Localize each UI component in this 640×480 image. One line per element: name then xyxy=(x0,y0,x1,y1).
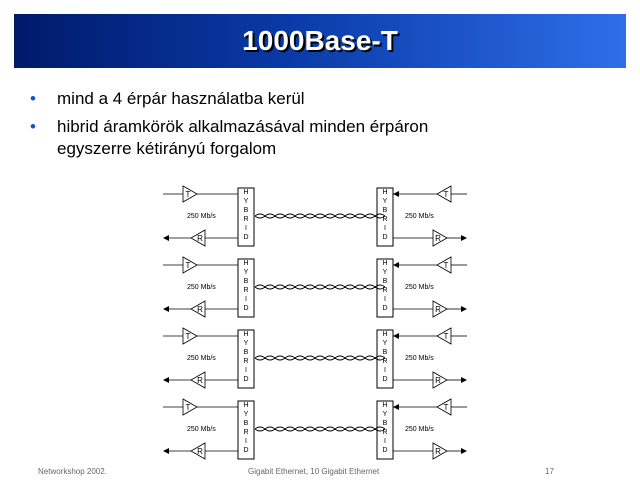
page-number: 17 xyxy=(545,467,554,476)
hybrid-label-left: D xyxy=(243,376,249,383)
receiver-label: R xyxy=(197,305,203,314)
hybrid-label-right: I xyxy=(384,367,386,374)
hybrid-label-right: B xyxy=(382,349,388,356)
arrow-left-icon xyxy=(163,448,169,454)
data-rate-label-left: 250 Mb/s xyxy=(187,355,216,362)
channel-group xyxy=(163,399,467,459)
arrow-left-icon xyxy=(393,333,399,339)
arrow-right-icon xyxy=(461,235,467,241)
arrow-left-icon xyxy=(163,377,169,383)
transmitter-label: T xyxy=(185,190,191,199)
twisted-pair-wire xyxy=(255,429,385,431)
receiver-label: R xyxy=(435,447,441,456)
hybrid-label-left: I xyxy=(245,367,247,374)
hybrid-label-left: H xyxy=(243,331,249,338)
data-rate-label-right: 250 Mb/s xyxy=(405,284,434,291)
hybrid-label-right: R xyxy=(382,429,388,436)
bullet-text: hibrid áramkörök alkalmazásával minden érpáron xyxy=(57,117,429,136)
hybrid-label-left: H xyxy=(243,402,249,409)
twisted-pair-wire xyxy=(255,216,385,218)
arrow-left-icon xyxy=(393,191,399,197)
hybrid-label-right: D xyxy=(382,376,388,383)
transmitter-label: T xyxy=(443,332,449,341)
receiver-label: R xyxy=(197,376,203,385)
footer-topic: Gigabit Ethernet, 10 Gigabit Ethernet xyxy=(248,467,380,476)
data-rate-label-right: 250 Mb/s xyxy=(405,355,434,362)
data-rate-label-left: 250 Mb/s xyxy=(187,213,216,220)
arrow-right-icon xyxy=(461,377,467,383)
hybrid-label-left: D xyxy=(243,234,249,241)
bullet-dot-icon: • xyxy=(30,117,36,136)
bullet-list xyxy=(30,88,630,166)
footer-event: Networkshop 2002. xyxy=(38,467,107,476)
receiver-label: R xyxy=(197,234,203,243)
hybrid-label-left: I xyxy=(245,225,247,232)
twisted-pair-wire xyxy=(255,285,385,287)
hybrid-transmission-diagram xyxy=(155,180,475,465)
twisted-pair-wire xyxy=(255,427,385,429)
receiver-label: R xyxy=(435,376,441,385)
hybrid-label-left: R xyxy=(243,429,249,436)
hybrid-label-left: D xyxy=(243,305,249,312)
hybrid-label-right: B xyxy=(382,420,388,427)
data-rate-label-left: 250 Mb/s xyxy=(187,426,216,433)
hybrid-label-right: I xyxy=(384,225,386,232)
hybrid-label-right: I xyxy=(384,438,386,445)
hybrid-label-right: D xyxy=(382,447,388,454)
hybrid-label-right: Y xyxy=(382,269,388,276)
hybrid-label-right: B xyxy=(382,278,388,285)
hybrid-label-right: R xyxy=(382,216,388,223)
arrow-left-icon xyxy=(393,404,399,410)
hybrid-label-right: H xyxy=(382,331,388,338)
hybrid-label-left: Y xyxy=(243,198,249,205)
hybrid-label-left: B xyxy=(243,349,249,356)
hybrid-label-left: Y xyxy=(243,269,249,276)
hybrid-label-right: H xyxy=(382,189,388,196)
channel-group xyxy=(163,257,467,317)
twisted-pair-wire xyxy=(255,214,385,216)
channel-group xyxy=(163,186,467,246)
data-rate-label-left: 250 Mb/s xyxy=(187,284,216,291)
hybrid-label-left: R xyxy=(243,216,249,223)
channel-group xyxy=(163,328,467,388)
transmitter-label: T xyxy=(443,403,449,412)
transmitter-label: T xyxy=(185,261,191,270)
hybrid-label-right: R xyxy=(382,358,388,365)
hybrid-label-left: R xyxy=(243,358,249,365)
twisted-pair-wire xyxy=(255,287,385,289)
bullet-text: mind a 4 érpár használatba kerül xyxy=(57,89,305,108)
slide-title: 1000Base-T xyxy=(242,25,398,56)
transmitter-label: T xyxy=(185,332,191,341)
transmitter-label: T xyxy=(185,403,191,412)
hybrid-label-right: D xyxy=(382,305,388,312)
hybrid-label-left: H xyxy=(243,189,249,196)
hybrid-label-right: I xyxy=(384,296,386,303)
receiver-label: R xyxy=(435,305,441,314)
hybrid-label-left: H xyxy=(243,260,249,267)
title-banner xyxy=(14,14,626,68)
hybrid-label-right: B xyxy=(382,207,388,214)
data-rate-label-right: 250 Mb/s xyxy=(405,426,434,433)
hybrid-label-right: D xyxy=(382,234,388,241)
arrow-left-icon xyxy=(393,262,399,268)
hybrid-label-left: R xyxy=(243,287,249,294)
arrow-left-icon xyxy=(163,306,169,312)
hybrid-label-left: I xyxy=(245,438,247,445)
hybrid-label-left: B xyxy=(243,420,249,427)
arrow-right-icon xyxy=(461,306,467,312)
hybrid-label-left: Y xyxy=(243,411,249,418)
hybrid-label-left: I xyxy=(245,296,247,303)
hybrid-label-left: B xyxy=(243,207,249,214)
data-rate-label-right: 250 Mb/s xyxy=(405,213,434,220)
hybrid-label-left: Y xyxy=(243,340,249,347)
hybrid-label-left: D xyxy=(243,447,249,454)
hybrid-label-left: B xyxy=(243,278,249,285)
arrow-right-icon xyxy=(461,448,467,454)
bullet-item xyxy=(30,88,630,110)
transmitter-label: T xyxy=(443,190,449,199)
receiver-label: R xyxy=(197,447,203,456)
hybrid-label-right: R xyxy=(382,287,388,294)
twisted-pair-wire xyxy=(255,358,385,360)
bullet-item xyxy=(30,116,630,160)
hybrid-label-right: Y xyxy=(382,411,388,418)
hybrid-label-right: Y xyxy=(382,198,388,205)
transmitter-label: T xyxy=(443,261,449,270)
arrow-left-icon xyxy=(163,235,169,241)
hybrid-label-right: Y xyxy=(382,340,388,347)
twisted-pair-wire xyxy=(255,356,385,358)
bullet-text-continuation: egyszerre kétirányú forgalom xyxy=(57,139,277,158)
receiver-label: R xyxy=(435,234,441,243)
hybrid-label-right: H xyxy=(382,402,388,409)
bullet-dot-icon: • xyxy=(30,89,36,108)
hybrid-label-right: H xyxy=(382,260,388,267)
